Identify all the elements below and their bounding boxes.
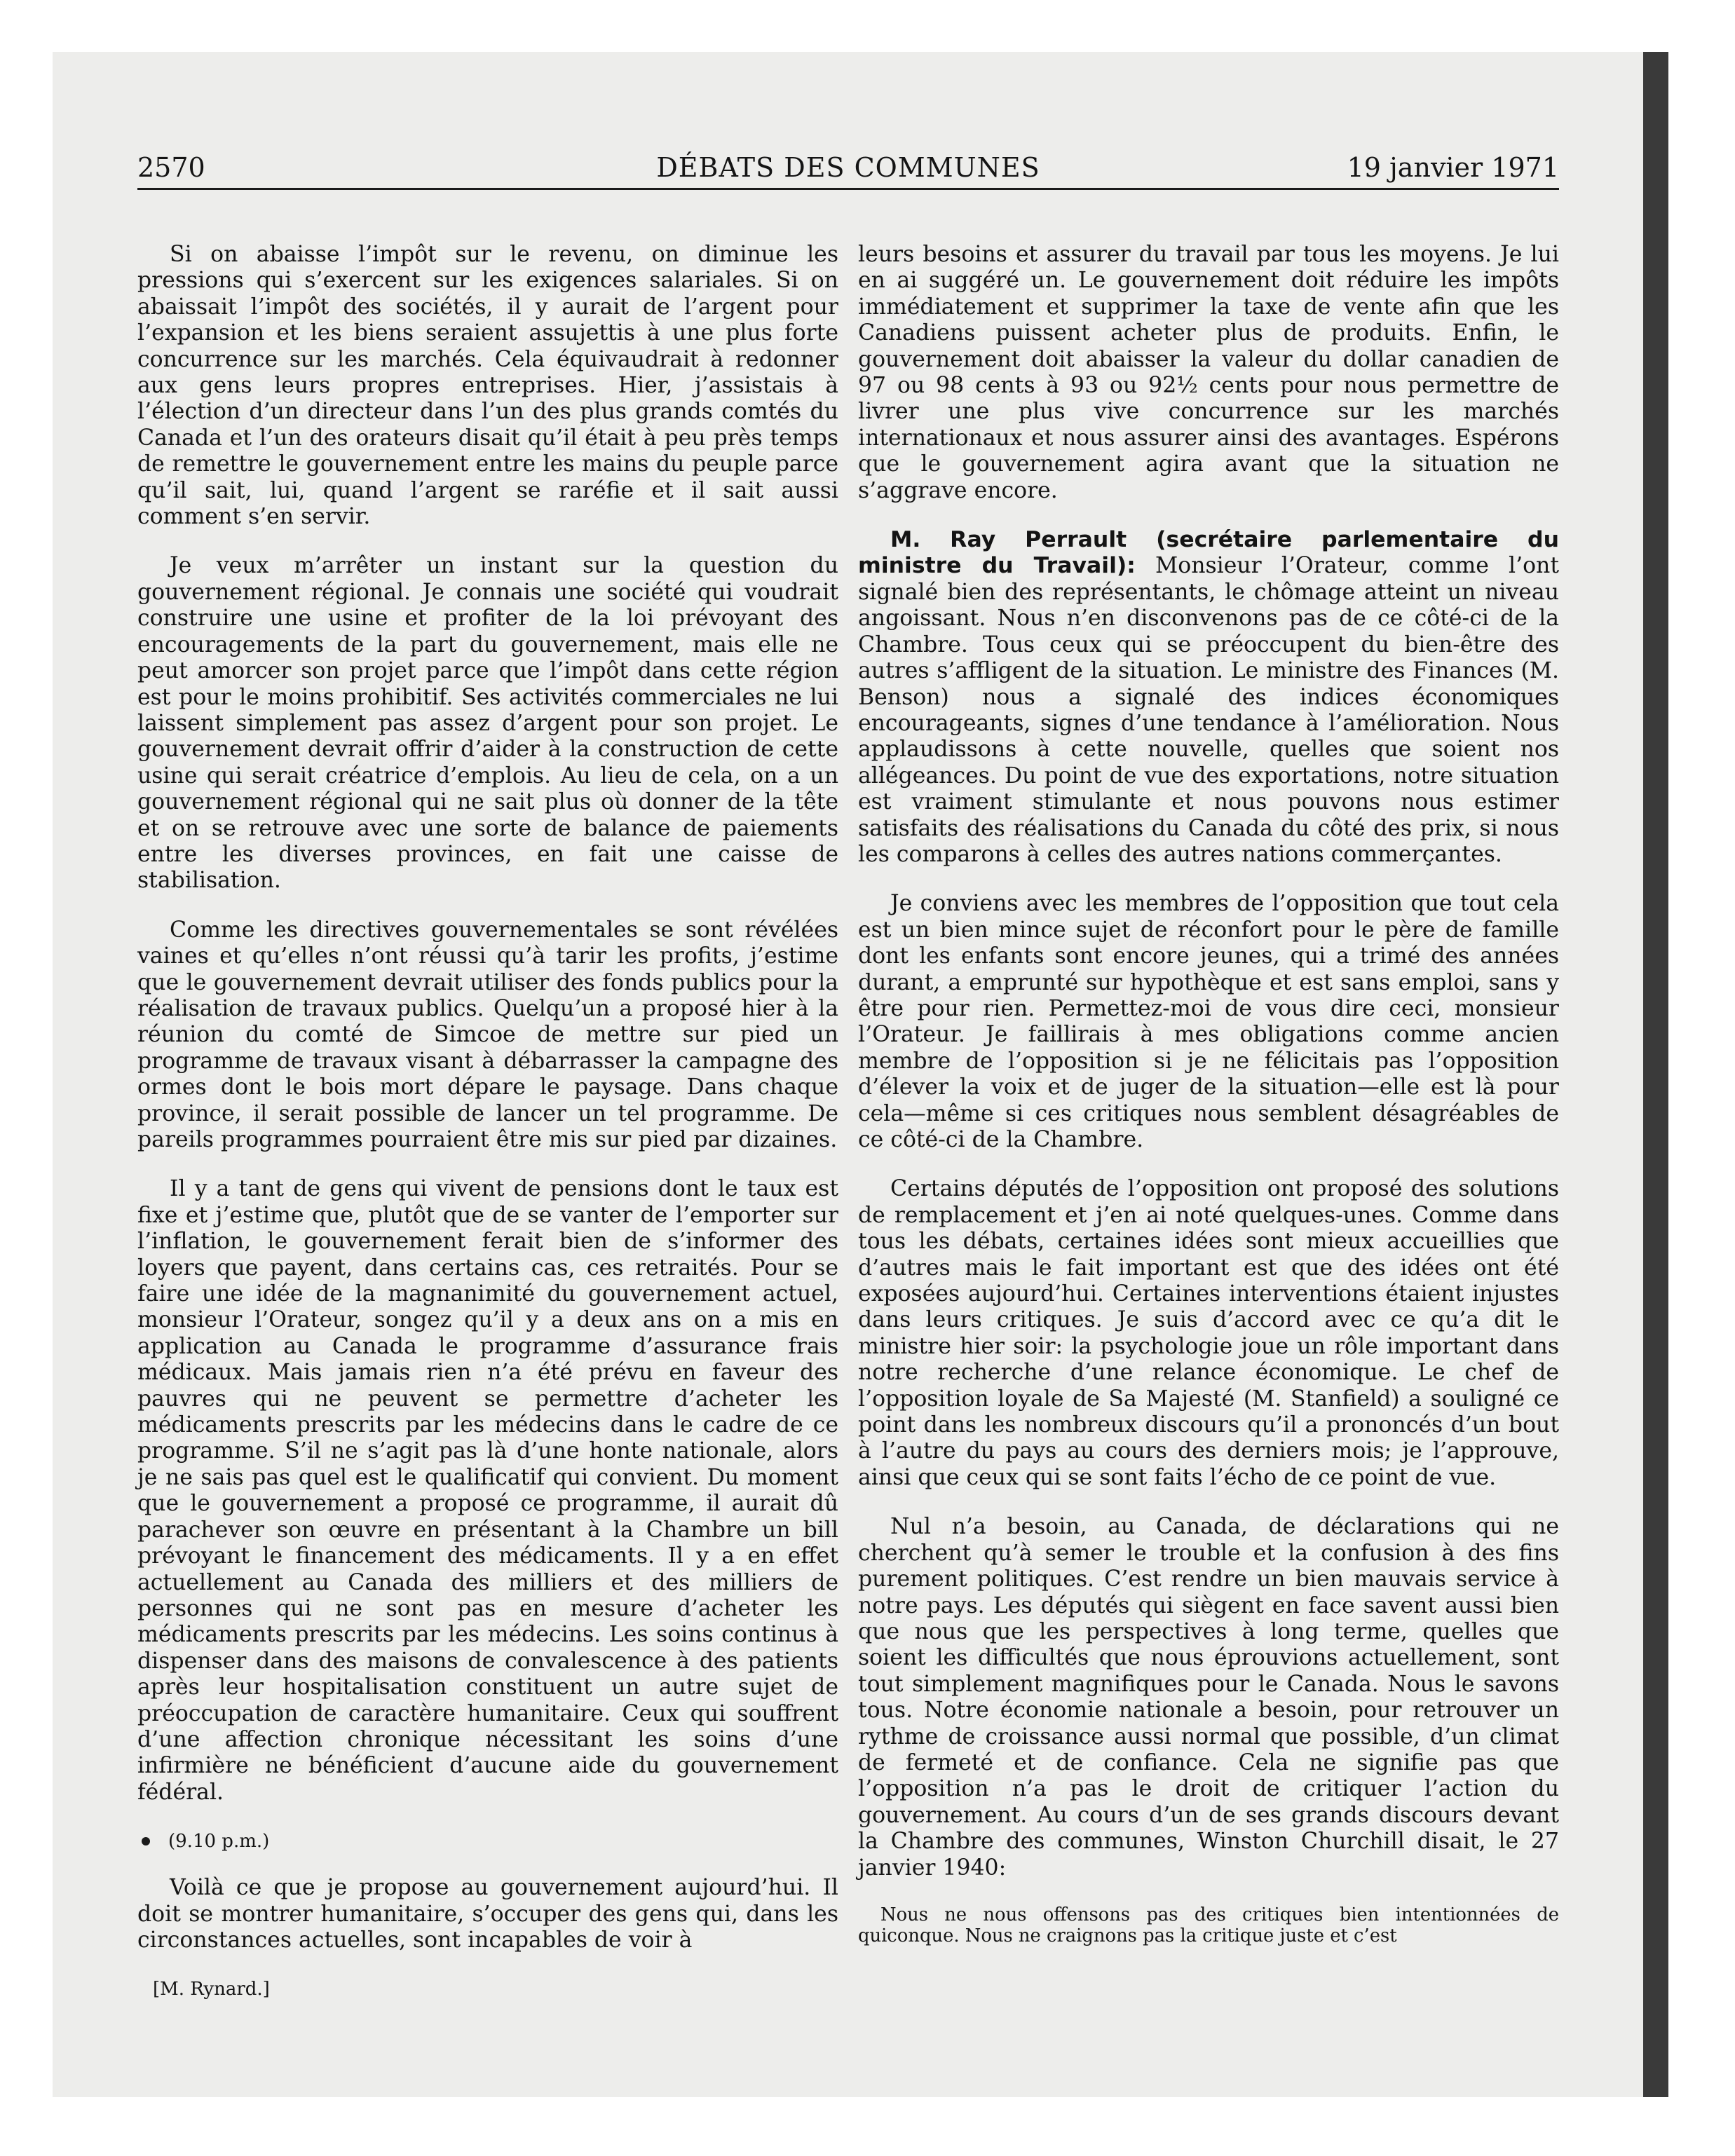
time-stamp xyxy=(137,1829,838,1854)
speaker-name: M. Ray Perrault (secrétaire parlementaire du ministre du Travail): xyxy=(858,527,1559,579)
paragraph: Je veux m’arrêter un instant sur la question du gouvernement régional. Je connais une société qui voudrait construire une usine et profiter de la loi prévoyant des encouragements de la part du gouvernement, mais elle ne peut amorcer son projet parce que l’impôt dans cette région est pour le moins prohibitif. Ses activités commerciales ne lui laissent simplement pas assez d’argent pour son projet. Le gouvernement devrait offrir d’aider à la construction de cette usine qui serait créatrice d’emplois. Au lieu de cela, on a un gouvernement régional qui ne sait plus où donner de la tête et on se retrouve avec une sorte de balance de paiements entre les diverses provinces, en fait une caisse de stabilisation. xyxy=(137,553,838,894)
right-column xyxy=(858,242,1559,1947)
running-header xyxy=(137,147,1559,190)
paragraph: Si on abaisse l’impôt sur le revenu, on diminue les pressions qui s’exercent sur les exigences salariales. Si on abaissait l’impôt des sociétés, il y aurait de l’argent pour l’expansion et les biens seraient assujettis à une plus forte concurrence sur les marchés. Cela équivaudrait à redonner aux gens leurs propres entreprises. Hier, j’assistais à l’élection d’un directeur dans l’un des plus grands comtés du Canada et l’un des orateurs disait qu’il était à peu près temps de remettre le gouvernement entre les mains du peuple parce qu’il sait, lui, quand l’argent se raréfie et il sait aussi comment s’en servir. xyxy=(137,242,838,530)
speaker-attribution: [M. Rynard.] xyxy=(153,1979,270,2000)
paragraph: leurs besoins et assurer du travail par tous les moyens. Je lui en ai suggéré un. Le gouvernement doit réduire les impôts immédiatement et supprimer la taxe de vente afin que les Canadiens puissent acheter plus de produits. Enfin, le gouvernement doit abaisser la valeur du dollar canadien de 97 ou 98 cents à 93 ou 92½ cents pour nous permettre de livrer une plus vive concurrence sur les marchés internationaux et nous assurer ainsi des avantages. Espérons que le gouvernement agira avant que la situation ne s’aggrave encore. xyxy=(858,242,1559,503)
paragraph: Je conviens avec les membres de l’opposition que tout cela est un bien mince sujet de réconfort pour le père de famille dont les enfants sont encore jeunes, qui a trimé des années durant, a emprunté sur hypothèque et est sans emploi, sans y être pour rien. Permettez-moi de vous dire ceci, monsieur l’Orateur. Je faillirais à mes obligations comme ancien membre de l’opposition si je ne félicitais pas l’opposition d’élever la voix et de juger de la situation—elle est là pour cela—même si ces critiques nous semblent désagréables de ce côté-ci de la Chambre. xyxy=(858,891,1559,1152)
page-edge-shadow xyxy=(1643,52,1668,2097)
paragraph: Certains députés de l’opposition ont proposé des solutions de remplacement et j’en ai noté quelques-unes. Comme dans tous les débats, certaines idées sont mieux accueillies que d’autres mais le fait important est que des idées ont été exposées aujourd’hui. Certaines interventions étaient injustes dans leurs critiques. Je suis d’accord avec ce qu’a dit le ministre hier soir: la psychologie joue un rôle important dans notre recherche d’une relance économique. Le chef de l’opposition loyale de Sa Majesté (M. Stanfield) a souligné ce point dans les nombreux discours qu’il a prononcés d’un bout à l’autre du pays au cours des derniers mois; je l’approuve, ainsi que ceux qui se sont faits l’écho de ce point de vue. xyxy=(858,1176,1559,1490)
issue-date: 19 janvier 1971 xyxy=(1347,152,1559,183)
paragraph: Comme les directives gouvernementales se sont révélées vaines et qu’elles n’ont réussi qu’à tarir les profits, j’estime que le gouvernement devrait utiliser des fonds publics pour la réalisation de travaux publics. Quelqu’un a proposé hier à la réunion du comté de Simcoe de mettre sur pied un programme de travaux visant à débarrasser la campagne des ormes dont le bois mort dépare le paysage. Dans chaque province, il serait possible de lancer un tel programme. De pareils programmes pourraient être mis sur pied par dizaines. xyxy=(137,917,838,1152)
page-number: 2570 xyxy=(137,152,205,183)
speech-text: Monsieur l’Orateur, comme l’ont signalé bien des représentants, le chômage atteint un niveau angoissant. Nous n’en disconvenons pas de ce côté-ci de la Chambre. Tous ceux qui se préoccupent du bien-être des autres s’affligent de la situation. Le ministre des Finances (M. Benson) nous a signalé des indices économiques encourageants, signes d’une tendance à l’amélioration. Nous applaudissons à cette nouvelle, quelles que soient nos allégeances. Du point de vue des exportations, notre situation est vraiment stimulante et nous pouvons nous estimer satisfaits des réalisations du Canada du côté des prix, si nous les comparons à celles des autres nations commerçantes. xyxy=(858,553,1559,867)
bullet-icon xyxy=(142,1837,150,1845)
time-stamp-text: (9.10 p.m.) xyxy=(168,1831,270,1853)
journal-title: DÉBATS DES COMMUNES xyxy=(656,152,1040,183)
speech-paragraph xyxy=(858,527,1559,868)
paragraph: Nul n’a besoin, au Canada, de déclarations qui ne cherchent qu’à semer le trouble et la confusion à des fins purement politiques. C’est rendre un bien mauvais service à notre pays. Les députés qui siègent en face savent aussi bien que nous que les perspectives à long terme, quelles que soient les difficultés que nous éprouvions actuellement, sont tout simplement magnifiques pour le Canada. Nous le savons tous. Notre économie nationale a besoin, pour retrouver un rythme de croissance aussi normal que possible, d’un climat de fermeté et de confiance. Cela ne signifie pas que l’opposition n’a pas le droit de critiquer l’action du gouvernement. Au cours d’un de ses grands discours devant la Chambre des communes, Winston Churchill disait, le 27 janvier 1940: xyxy=(858,1514,1559,1881)
block-quote: Nous ne nous offensons pas des critiques bien intentionnées de quiconque. Nous ne craignons pas la critique juste et c’est xyxy=(858,1904,1559,1947)
paragraph: Il y a tant de gens qui vivent de pensions dont le taux est fixe et j’estime que, plutôt que de se vanter de l’emporter sur l’inflation, le gouvernement ferait bien de s’informer des loyers que payent, dans certains cas, ces retraités. Pour se faire une idée de la magnanimité du gouvernement actuel, monsieur l’Orateur, songez qu’il y a deux ans on a mis en application au Canada le programme d’assurance frais médicaux. Mais jamais rien n’a été prévu en faveur des pauvres qui ne peuvent se permettre d’acheter les médicaments prescrits par les médecins dans le cadre de ce programme. S’il ne s’agit pas là d’une honte nationale, alors je ne sais pas quel est le qualificatif qui convient. Du moment que le gouvernement a proposé ce programme, il aurait dû parachever son œuvre en présentant à la Chambre un bill prévoyant le financement des médicaments. Il y a en effet actuellement au Canada des milliers et des milliers de personnes qui ne sont pas en mesure d’acheter les médicaments prescrits par les médecins. Les soins continus à dispenser dans des maisons de convalescence à des patients après leur hospitalisation constituent un autre sujet de préoccupation de caractère humanitaire. Ceux qui souffrent d’une affection chronique nécessitant les soins d’une infirmière ne bénéficient d’aucune aide du gouvernement fédéral. xyxy=(137,1176,838,1805)
paragraph: Voilà ce que je propose au gouvernement aujourd’hui. Il doit se montrer humanitaire, s’occuper des gens qui, dans les circonstances actuelles, sont incapables de voir à xyxy=(137,1875,838,1953)
left-column xyxy=(137,242,838,2002)
